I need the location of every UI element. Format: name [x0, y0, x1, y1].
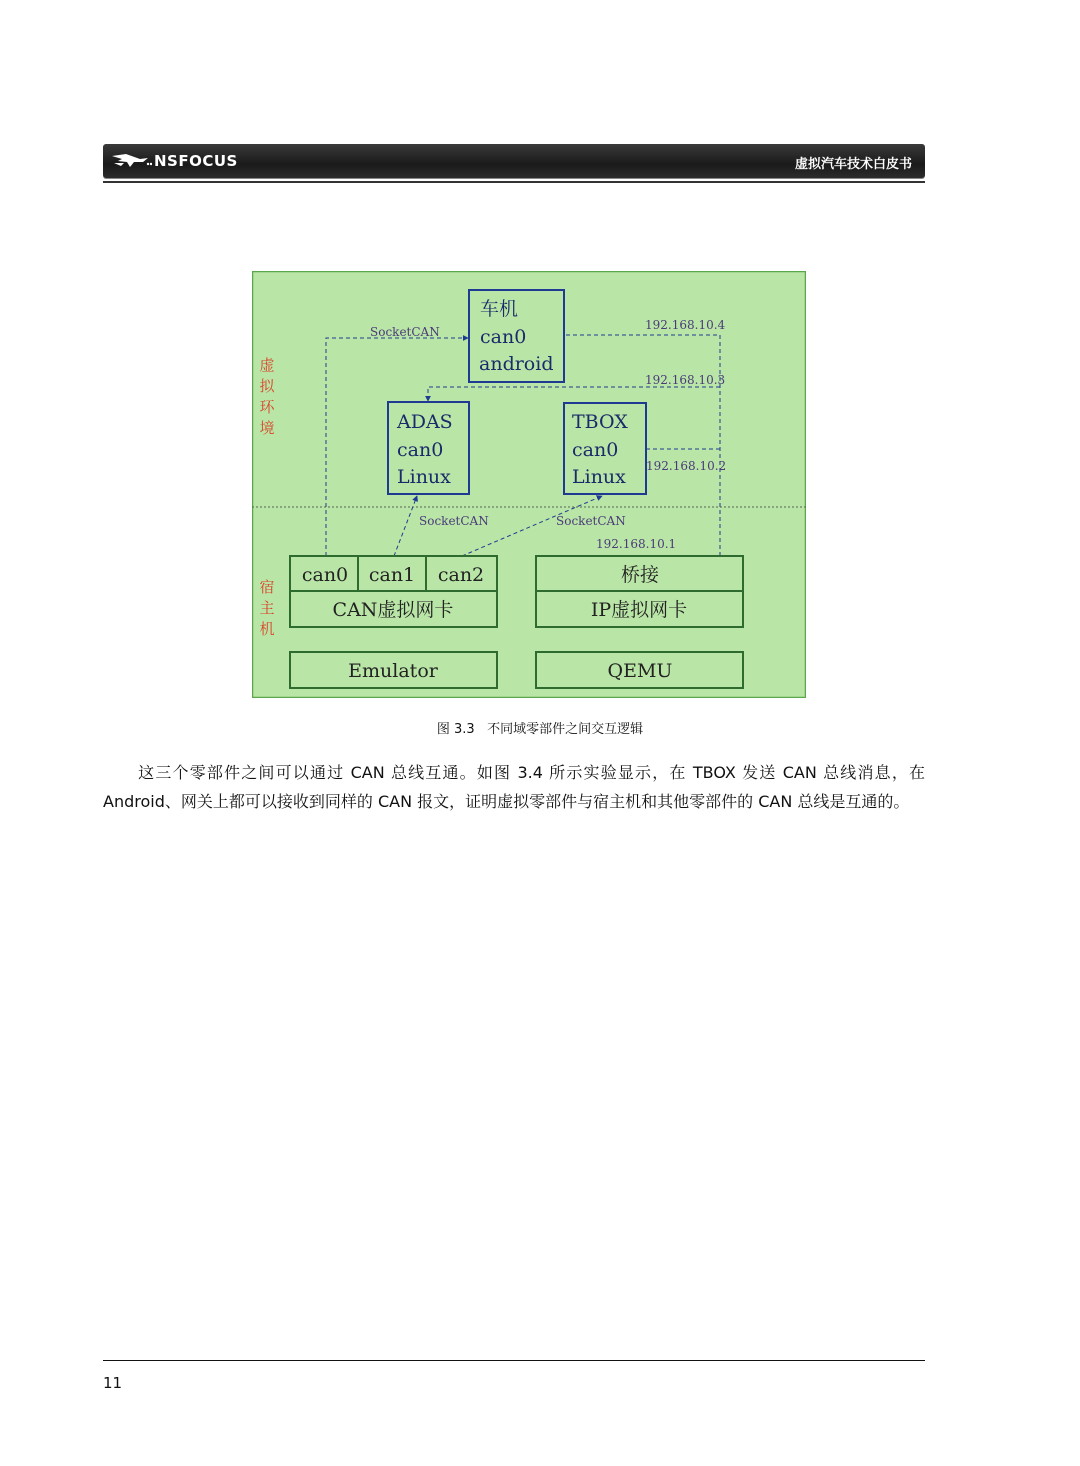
box-line: TBOX: [572, 411, 628, 433]
footer-divider: [103, 1360, 925, 1361]
box-line: can0: [397, 439, 444, 461]
box-line: Linux: [572, 466, 626, 488]
head-unit-box: [469, 290, 564, 382]
zone-char: 主: [259, 599, 275, 617]
ip-label: 192.168.10.1: [596, 537, 677, 551]
box-line: ADAS: [397, 411, 453, 433]
zone-char: 环: [259, 398, 275, 416]
page-number: 11: [103, 1374, 123, 1392]
zone-char: 境: [259, 419, 275, 437]
socketcan-label: SocketCAN: [370, 325, 440, 339]
can-port-label: can1: [368, 564, 416, 586]
ip-label: 192.168.10.3: [645, 373, 726, 387]
box-line: 车机: [480, 298, 519, 320]
can-nic-label: CAN虚拟网卡: [332, 599, 454, 621]
body-text: 这三个零部件之间可以通过 CAN 总线互通。如图 3.4 所示实验显示，在 TBOX 发送 CAN 总线消息，在 Android、网关上都可以接收到同样的 CAN 报文，证明虚拟零部件与宿主机和其他零部件的 CAN 总线是互通的。: [103, 763, 925, 811]
box-line: can0: [572, 439, 619, 461]
emulator-label: Emulator: [348, 660, 438, 682]
zone-char: 宿: [259, 578, 275, 596]
ip-label: 192.168.10.2: [646, 459, 727, 473]
socketcan-label: SocketCAN: [419, 514, 489, 528]
nsfocus-logo: [110, 149, 238, 173]
document-title: 虚拟汽车技术白皮书: [794, 157, 912, 172]
box-line: android: [479, 353, 554, 375]
figure-diagram: [252, 271, 806, 698]
figure-caption-text: 不同域零部件之间交互逻辑: [487, 722, 644, 737]
adas-box: [388, 402, 469, 494]
body-paragraph: [103, 758, 925, 816]
host-zone-label: [259, 578, 274, 638]
zone-char: 机: [259, 620, 275, 638]
ip-label: 192.168.10.4: [645, 318, 726, 332]
tbox-box: [564, 403, 646, 494]
figure-caption: [0, 718, 1080, 737]
qemu-label: QEMU: [607, 660, 673, 682]
figure-number: 图 3.3: [436, 722, 475, 737]
bridge-label: 桥接: [620, 564, 660, 586]
can-port-label: can0: [301, 564, 349, 586]
eagle-logo-icon: [110, 150, 152, 172]
box-line: Linux: [397, 466, 451, 488]
can-port-label: can2: [437, 564, 485, 586]
zone-char: 虚: [259, 356, 275, 374]
logo-text: NSFOCUS: [154, 152, 238, 170]
socketcan-label: SocketCAN: [556, 514, 626, 528]
ip-nic-label: IP虚拟网卡: [590, 599, 688, 621]
box-line: can0: [480, 326, 527, 348]
zone-char: 拟: [259, 377, 275, 395]
header-divider: [103, 181, 925, 183]
